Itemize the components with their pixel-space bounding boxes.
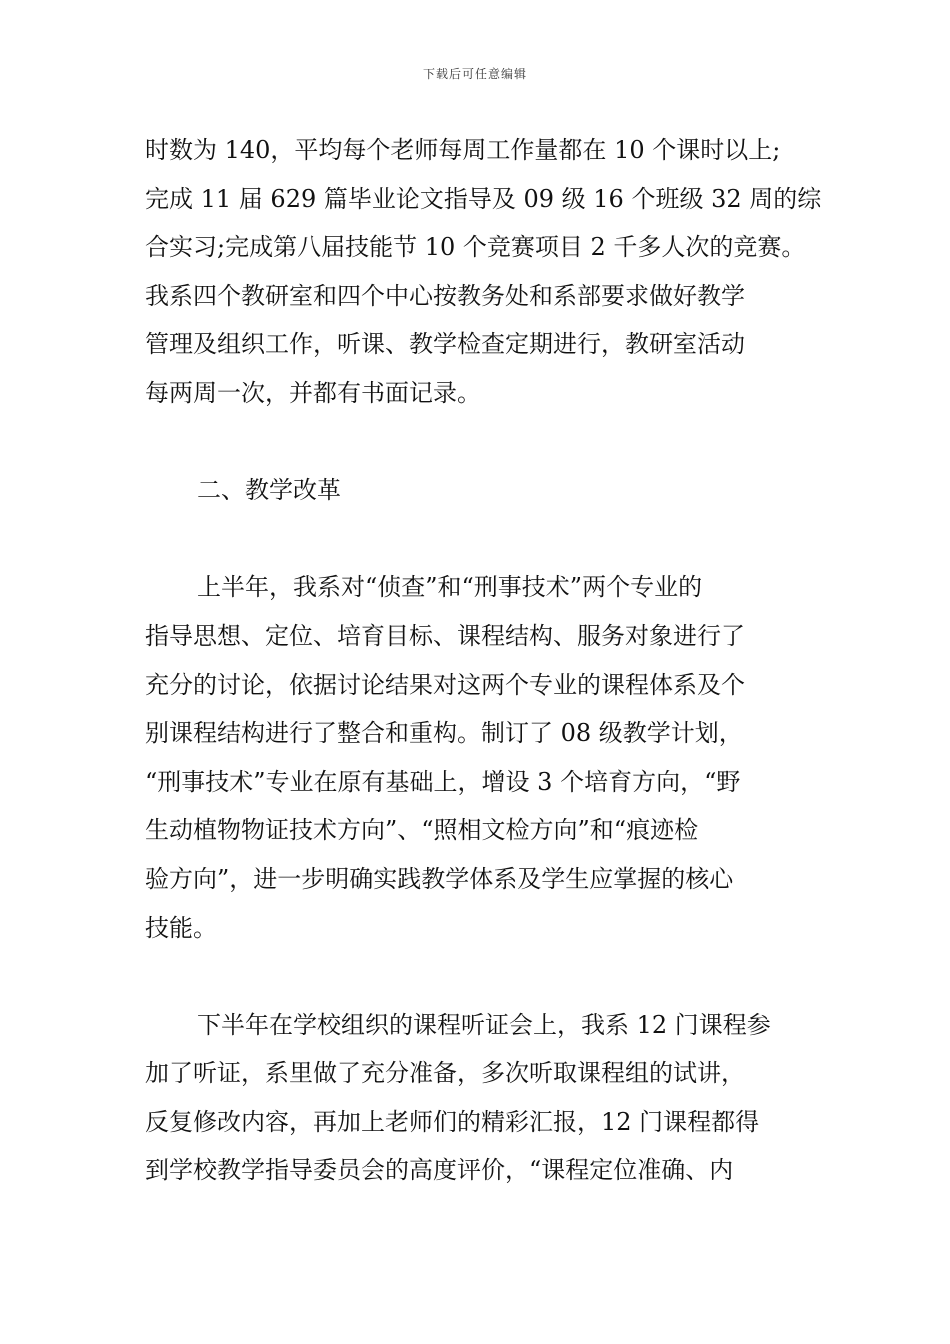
text-line: 我系四个教研室和四个中心按教务处和系部要求做好教学 (145, 281, 745, 310)
document-body (145, 126, 825, 1195)
text-line: 管理及组织工作，听课、教学检查定期进行，教研室活动 (145, 330, 745, 359)
header-watermark: 下载后可任意编辑 (422, 67, 527, 81)
paragraph-workload (145, 126, 825, 418)
section-heading: 二、教学改革 (197, 476, 341, 505)
paragraph-first-half (145, 563, 825, 952)
text-line: 生动植物物证技术方向”、“照相文检方向”和“痕迹检 (145, 816, 699, 845)
paragraph-spacer (145, 418, 825, 467)
text-line: 加了听证，系里做了充分准备，多次听取课程组的试讲， (145, 1059, 745, 1088)
text-line: 别课程结构进行了整合和重构。制订了 08 级教学计划， (145, 719, 743, 748)
text-line: 充分的讨论，依据讨论结果对这两个专业的课程体系及个 (145, 670, 745, 699)
paragraph-spacer (145, 952, 825, 1001)
text-line: 完成 11 届 629 篇毕业论文指导及 09 级 16 个班级 32 周的综 (145, 184, 822, 213)
text-line: 时数为 140，平均每个老师每周工作量都在 10 个课时以上; (145, 136, 781, 164)
text-line: “刑事技术”专业在原有基础上，增设 3 个培育方向，“野 (145, 767, 741, 796)
text-line: 技能。 (145, 913, 217, 942)
text-line: 指导思想、定位、培育目标、课程结构、服务对象进行了 (145, 621, 745, 650)
text-line: 上半年，我系对“侦查”和“刑事技术”两个专业的 (197, 573, 703, 602)
text-line: 每两周一次，并都有书面记录。 (145, 378, 481, 407)
paragraph-second-half (145, 1001, 825, 1195)
text-line: 验方向”，进一步明确实践教学体系及学生应掌握的核心 (145, 864, 734, 893)
text-line: 到学校教学指导委员会的高度评价，“课程定位准确、内 (145, 1156, 734, 1185)
paragraph-spacer (145, 515, 825, 564)
text-line: 合实习;完成第八届技能节 10 个竞赛项目 2 千多人次的竞赛。 (145, 233, 806, 262)
text-line: 反复修改内容，再加上老师们的精彩汇报，12 门课程都得 (145, 1107, 760, 1136)
text-line: 下半年在学校组织的课程听证会上，我系 12 门课程参 (197, 1010, 771, 1039)
